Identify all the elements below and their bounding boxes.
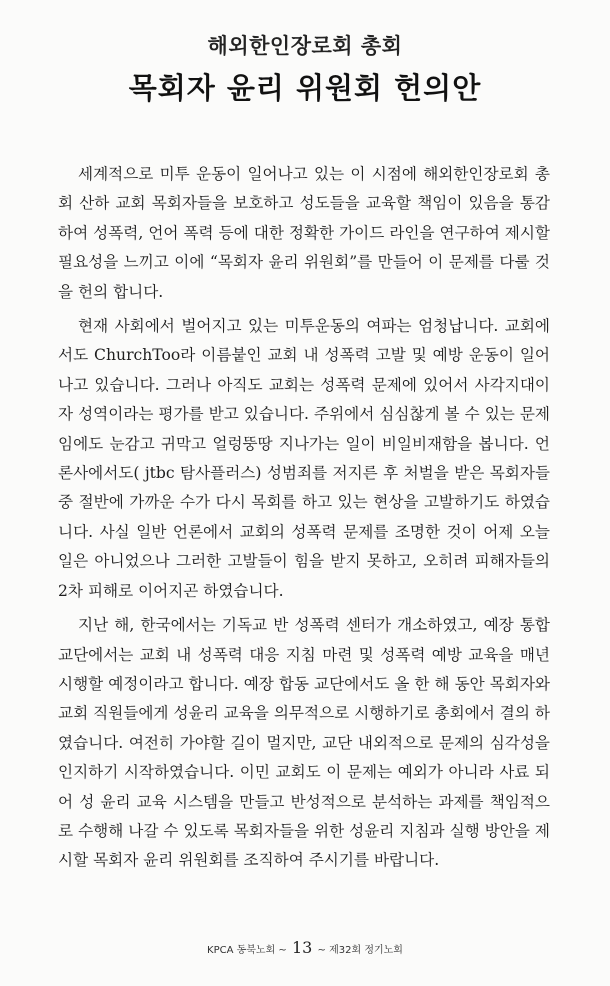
- body-text: [58, 160, 550, 881]
- page-footer: [0, 938, 610, 957]
- page-subtitle: 해외한인장로회 총회: [207, 34, 403, 58]
- header: [0, 30, 610, 107]
- paragraph-3: 지난 해, 한국에서는 기독교 반 성폭력 센터가 개소하였고, 예장 통합 교단에서는 교회 내 성폭력 대응 지침 마련 및 성폭력 예방 교육을 매년 시행할 예정이라고 합니다. 예장 합동 교단에서도 올 한 해 동안 목회자와 교회 직원들에게 성윤리 교육을 의무적으로 시행하기로 총회에서 결의 하였습니다. 여전히 가야할 길이 멀지만, 교단 내외적으로 문제의 심각성을 인지하기 시작하였습니다. 이민 교회도 이 문제는 예외가 아니라 사료 되어 성 윤리 교육 시스템을 만들고 반성적으로 분석하는 과제를 책임적으로 수행해 나갈 수 있도록 목회자들을 위한 성윤리 지침과 실행 방안을 제시할 목회자 윤리 위원회를 조직하여 주시기를 바랍니다.: [58, 616, 550, 870]
- footer-left-text: KPCA 동북노회 ~: [207, 945, 287, 956]
- footer-right-text: ~ 제32회 정기노회: [317, 945, 403, 956]
- page-title: 목회자 윤리 위원회 헌의안: [128, 71, 482, 105]
- paragraph-2: 현재 사회에서 벌어지고 있는 미투운동의 여파는 엄청납니다. 교회에서도 ChurchToo라 이름붙인 교회 내 성폭력 고발 및 예방 운동이 일어나고 있습니다. 그러나 아직도 교회는 성폭력 문제에 있어서 사각지대이자 성역이라는 평가를 받고 있습니다. 주위에서 심심찮게 볼 수 있는 문제임에도 눈감고 귀막고 얼렁뚱땅 지나가는 일이 비일비재함을 봅니다. 언론사에서도( jtbc 탐사플러스) 성범죄를 저지른 후 처벌을 받은 목회자들 중 절반에 가까운 수가 다시 목회를 하고 있는 현상을 고발하기도 하였습니다. 사실 일반 언론에서 교회의 성폭력 문제를 조명한 것이 어제 오늘 일은 아니었으나 그러한 고발들이 힘을 받지 못하고, 오히려 피해자들의 2차 피해로 이어지곤 하였습니다.: [58, 317, 550, 600]
- paragraph-1: 세계적으로 미투 운동이 일어나고 있는 이 시점에 해외한인장로회 총회 산하 교회 목회자들을 보호하고 성도들을 교육할 책임이 있음을 통감하여 성폭력, 언어 폭력 등에 대한 정확한 가이드 라인을 연구하여 제시할 필요성을 느끼고 이에 “목회자 윤리 위원회”를 만들어 이 문제를 다룰 것을 헌의 합니다.: [58, 165, 550, 301]
- page-number: 13: [292, 938, 313, 957]
